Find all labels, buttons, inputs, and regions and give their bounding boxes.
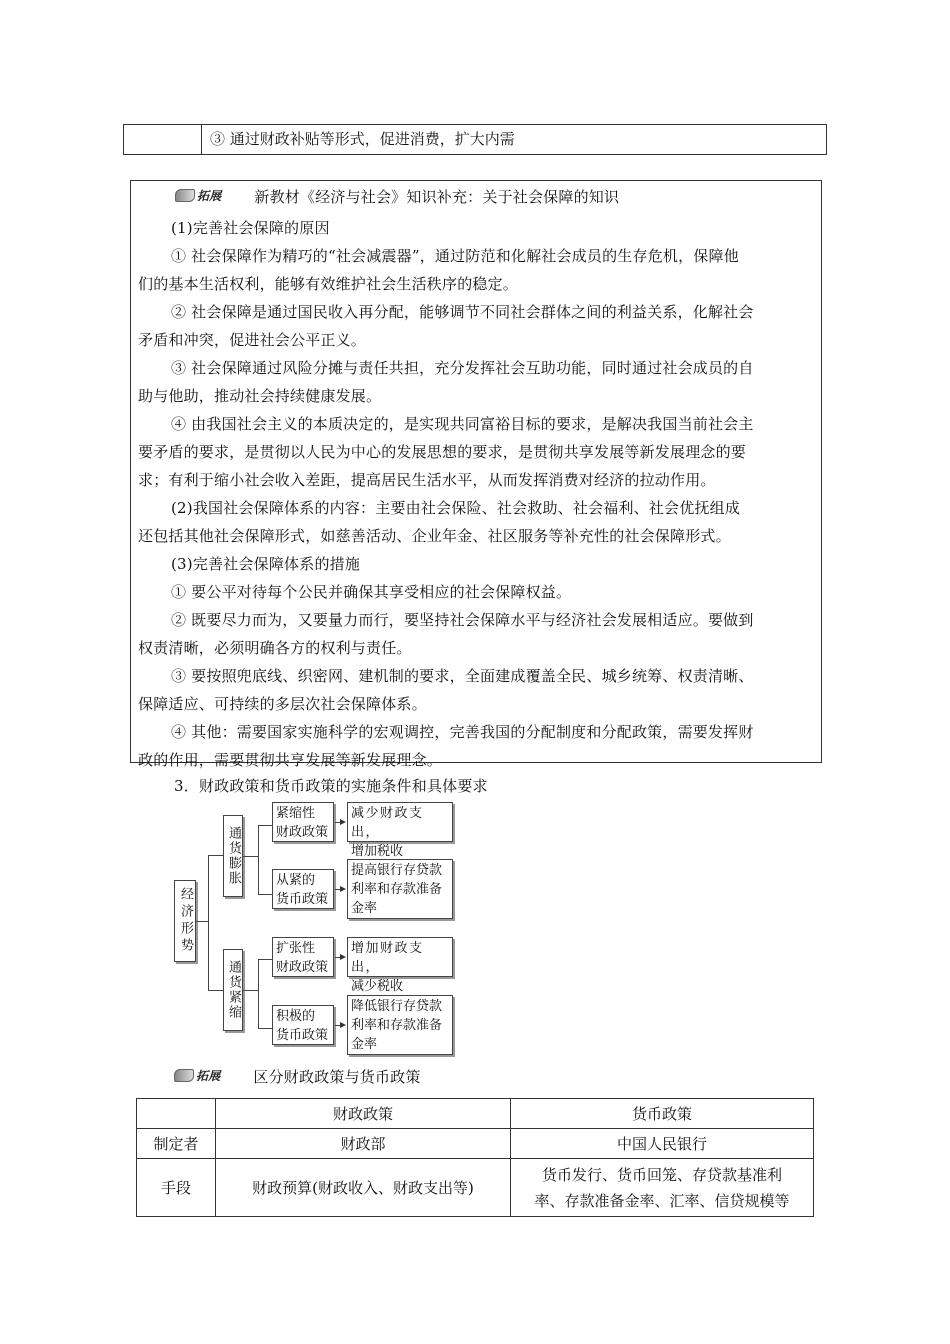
top-table-fragment [123, 124, 827, 155]
arrow-icon [340, 819, 346, 825]
extension-line: ① 要公平对待每个公民并确保其享受相应的社会保障权益。 [171, 583, 572, 601]
row-label: 制定者 [137, 1129, 216, 1159]
root-label: 经济形势 [178, 887, 193, 955]
extension-line: ③ 要按照兜底线、织密网、建机制的要求，全面建成覆盖全民、城乡统筹、权责清晰、 [171, 667, 754, 685]
policy-box-expansionary-fiscal: 扩张性 财政政策 [272, 937, 334, 977]
inflation-bracket [258, 825, 273, 895]
extension-badge: 拓展 [174, 1067, 220, 1084]
extension-title: 新教材《经济与社会》知识补充：关于社会保障的知识 [254, 188, 620, 206]
extension2-header [174, 1066, 421, 1087]
arrow-icon [340, 886, 346, 892]
leaf-icon [174, 1069, 194, 1082]
extension-line: 要矛盾的要求，是贯彻以人民为中心的发展思想的要求，是贯彻共享发展等新发展理念的要 [138, 443, 747, 461]
header-cell: 财政政策 [216, 1099, 511, 1129]
extension-line: 权责清晰，必须明确各方的权利与责任。 [138, 639, 412, 657]
header-cell: 货币政策 [511, 1099, 814, 1129]
policy-box-active-monetary: 积极的 货币政策 [272, 1005, 334, 1045]
diagram-root-box [174, 880, 196, 962]
policy-box-contractionary-fiscal: 紧缩性 财政政策 [272, 802, 334, 842]
row-label: 手段 [137, 1159, 216, 1217]
extension-line: ③ 社会保障通过风险分摊与责任共担，充分发挥社会互助功能，同时通过社会成员的自 [171, 359, 754, 377]
extension-line: 求；有利于缩小社会收入差距，提高居民生活水平，从而发挥消费对经济的拉动作用。 [138, 471, 716, 489]
table-cell-text: ③ 通过财政补贴等形式，促进消费，扩大内需 [210, 130, 515, 148]
inflation-box: 通货膨胀 [223, 815, 243, 897]
extension-header [175, 186, 619, 207]
header-cell [137, 1099, 216, 1129]
table-cell: 货币发行、货币回笼、存贷款基准利 率、存款准备金率、汇率、信贷规模等 [511, 1159, 814, 1217]
extension-badge: 拓展 [175, 187, 221, 204]
action-box-2: 提高银行存贷款 利率和存款准备 金率 [347, 859, 453, 919]
extension-line: ① 社会保障作为精巧的“社会减震器”，通过防范和化解社会成员的生存危机，保障他 [171, 247, 739, 265]
table-cell: 财政预算(财政收入、财政支出等) [216, 1159, 511, 1217]
extension-line: 还包括其他社会保障形式，如慈善活动、企业年金、社区服务等补充性的社会保障形式。 [138, 527, 731, 545]
action-box-3: 增加财政支出， 减少税收 [347, 937, 453, 977]
deflation-bracket [258, 959, 273, 1029]
extension-line: (3)完善社会保障体系的措施 [171, 555, 361, 573]
extension-line: ② 社会保障是通过国民收入再分配，能够调节不同社会群体之间的利益关系，化解社会 [171, 303, 754, 321]
extension-line: ④ 由我国社会主义的本质决定的，是实现共同富裕目标的要求，是解决我国当前社会主 [171, 415, 754, 433]
arrow-icon [340, 954, 346, 960]
extension-line: 保障适应、可持续的多层次社会保障体系。 [138, 695, 427, 713]
extension-line: ② 既要尽力而为，又要量力而行，要坚持社会保障水平与经济社会发展相适应。要做到 [171, 611, 754, 629]
table-row [137, 1129, 814, 1159]
table-cell: 财政部 [216, 1129, 511, 1159]
extension2-title: 区分财政政策与货币政策 [253, 1068, 421, 1086]
extension-line: 们的基本生活权利，能够有效维护社会生活秩序的稳定。 [138, 275, 519, 293]
table-row [137, 1159, 814, 1217]
extension-line: (1)完善社会保障的原因 [171, 219, 330, 237]
extension-line: (2)我国社会保障体系的内容：主要由社会保险、社会救助、社会福利、社会优抚组成 [171, 499, 741, 517]
comparison-table [136, 1098, 814, 1217]
table-row [137, 1099, 814, 1129]
extension-line: 政的作用，需要贯彻共享发展等新发展理念。 [138, 751, 443, 769]
extension-line: 矛盾和冲突，促进社会公平正义。 [138, 331, 367, 349]
policy-box-tight-monetary: 从紧的 货币政策 [272, 869, 334, 909]
table-cell: 中国人民银行 [511, 1129, 814, 1159]
arrow-icon [340, 1022, 346, 1028]
extension-line: ④ 其他：需要国家实施科学的宏观调控，完善我国的分配制度和分配政策，需要发挥财 [171, 723, 754, 741]
deflation-box: 通货紧缩 [223, 949, 243, 1031]
extension-box-social-security [130, 180, 822, 769]
action-box-4: 降低银行存贷款 利率和存款准备 金率 [347, 995, 453, 1055]
extension-line: 助与他助，推动社会持续健康发展。 [138, 387, 382, 405]
leaf-icon [175, 189, 195, 202]
table-empty-cell [124, 125, 202, 154]
root-bracket [208, 855, 223, 991]
section-heading: 3．财政政策和货币政策的实施条件和具体要求 [174, 777, 488, 795]
action-box-1: 减少财政支出， 增加税收 [347, 802, 453, 842]
